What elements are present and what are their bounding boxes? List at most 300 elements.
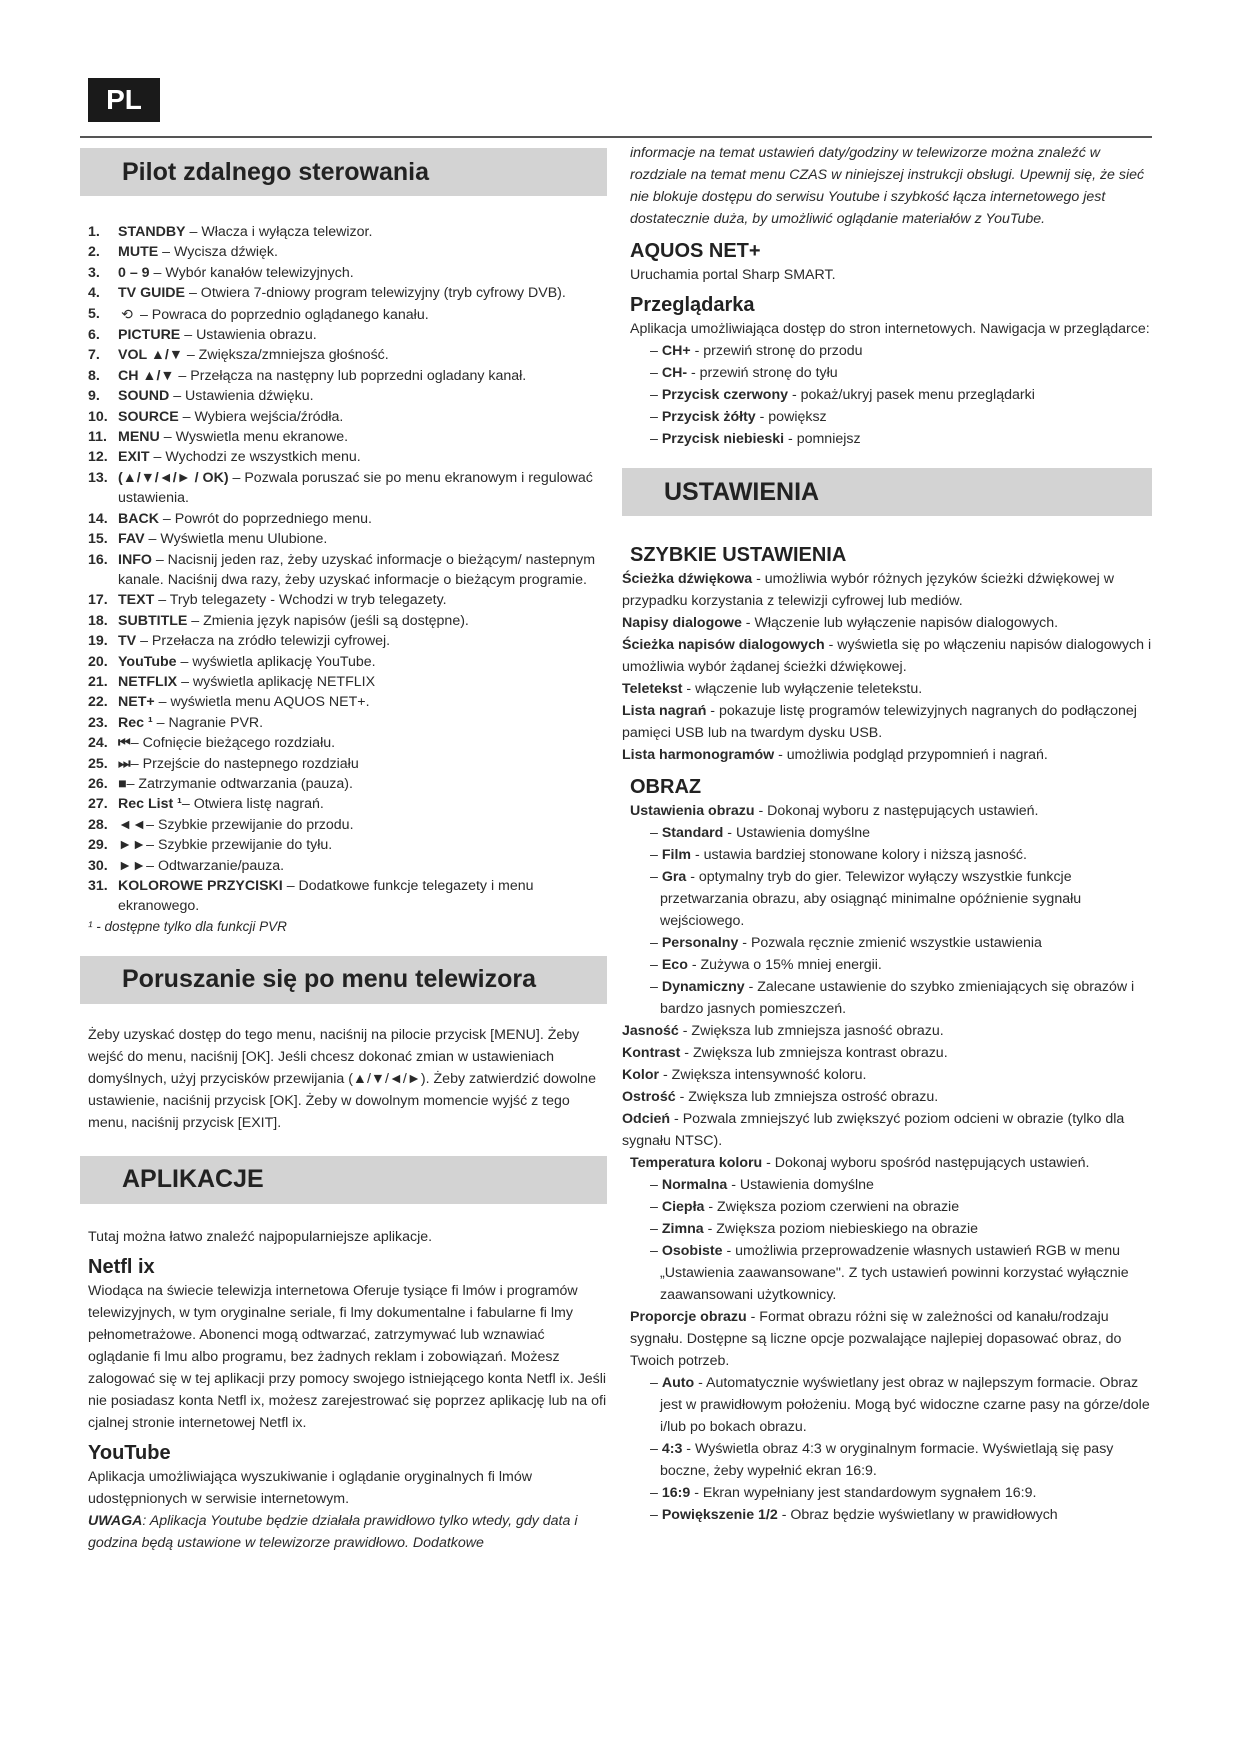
remote-item-number: 8. (88, 367, 100, 384)
quick-setting-item-text: - pokazuje listę programów telewizyjnych nagranych do podłączonej pamięci USB lub na twardym dysku USB. (622, 703, 1137, 741)
color-temp-item (650, 1196, 1152, 1218)
color-temp-item (650, 1174, 1152, 1196)
remote-item-sep: – (149, 449, 166, 466)
remote-item-body (118, 222, 607, 242)
color-temp-item-key: Normalna (661, 1177, 728, 1193)
color-temp-item-text: - Zwiększa poziom czerwieni na obrazie (704, 1199, 960, 1215)
remote-item (88, 263, 607, 283)
remote-item-body (118, 774, 607, 794)
remote-item-sep: – (146, 857, 158, 874)
aspect-item-key: Auto (661, 1375, 695, 1391)
quick-settings-heading: SZYBKIE USTAWIENIA (630, 544, 847, 566)
picture-mode-item-key: Eco (661, 957, 688, 973)
remote-item-number: 6. (88, 327, 100, 344)
remote-item-key: STANDBY (118, 224, 186, 240)
browser-key-item-key: Przycisk czerwony (661, 387, 789, 403)
color-temp-label: Temperatura koloru (630, 1155, 763, 1171)
browser-key-item (650, 406, 1152, 428)
color-temp-item-key: Ciepła (661, 1199, 705, 1215)
aquos-heading: AQUOS NET+ (630, 240, 761, 262)
remote-item-key: VOL ▲/▼ (118, 347, 183, 364)
aspect-row (630, 1306, 1152, 1372)
browser-key-item-text: - przewiń stronę do przodu (690, 343, 863, 359)
remote-item-sep: – (185, 285, 201, 302)
remote-item-sep: – (136, 633, 152, 650)
remote-item-key: Rec List ¹ (118, 796, 182, 813)
remote-item-text: Wyświetla menu Ulubione. (160, 531, 328, 548)
remote-item-sep: – (154, 694, 171, 711)
remote-item-sep: – (152, 714, 169, 731)
picture-heading: OBRAZ (630, 776, 702, 798)
remote-items-list (88, 222, 607, 917)
remote-item-text: Ustawienia obrazu. (196, 327, 317, 344)
picture-mode-item-key: Personalny (661, 935, 739, 951)
picture-param-item-key: Kolor (622, 1067, 660, 1083)
remote-item-number: 16. (88, 551, 108, 568)
remote-item-number: 12. (88, 449, 108, 466)
quick-setting-item (622, 678, 1152, 700)
picture-modes-list (650, 822, 1152, 1020)
remote-item (88, 692, 607, 712)
return-icon: ⟲ (121, 305, 133, 322)
remote-item-text: Pozwala poruszać sie po menu ekranowym i regulować ustawienia. (118, 469, 593, 507)
remote-item-key: Rec ¹ (118, 714, 153, 731)
quick-setting-item-key: Teletekst (622, 681, 683, 697)
picture-mode-item-text: - Zużywa o 15% mniej energii. (687, 957, 882, 973)
remote-item (88, 345, 607, 365)
color-temp-row (630, 1152, 1152, 1174)
picture-param-item (622, 1042, 1152, 1064)
picture-param-item-text: - Zwiększa intensywność koloru. (659, 1067, 867, 1083)
remote-item (88, 754, 607, 774)
remote-item-body (118, 304, 607, 325)
aspect-item (650, 1438, 1152, 1482)
remote-item-text: Nagranie PVR. (168, 714, 264, 731)
remote-item-body (118, 652, 607, 672)
remote-item-key: ►► (118, 857, 147, 874)
picture-param-item (622, 1108, 1152, 1152)
color-temp-list (650, 1174, 1152, 1306)
browser-key-item-key: Przycisk niebieski (661, 431, 785, 447)
remote-item-sep: – (149, 264, 166, 281)
browser-key-item (650, 340, 1152, 362)
quick-setting-item-text: - Włączenie lub wyłączenie napisów dialogowych. (741, 615, 1059, 631)
remote-item (88, 529, 607, 549)
remote-item-number: 11. (88, 429, 107, 446)
browser-key-item-text: - pomniejsz (784, 431, 861, 447)
picture-mode-row (630, 800, 1152, 822)
remote-item-number: 22. (88, 694, 108, 711)
quick-setting-item-key: Napisy dialogowe (622, 615, 742, 631)
remote-item-key: SOUND (118, 388, 170, 405)
remote-item-sep: – (228, 469, 245, 486)
picture-mode-item-key: Standard (661, 825, 724, 841)
remote-item-sep: – (181, 796, 194, 813)
quick-setting-item-key: Lista harmonogramów (622, 747, 775, 763)
color-temp-item-key: Zimna (661, 1221, 704, 1237)
remote-item-body (118, 754, 607, 774)
picture-mode-item-text: - ustawia bardziej stonowane kolory i niższą jasność. (691, 847, 1027, 863)
remote-item-text: Przejście do nastepnego rozdziału (142, 755, 359, 772)
remote-item-text: Zmienia język napisów (jeśli są dostępne). (203, 612, 469, 629)
remote-item-text: Cofnięcie bieżącego rozdziału. (142, 735, 336, 752)
remote-item-number: 26. (88, 775, 108, 792)
language-badge: PL (88, 78, 160, 122)
remote-item-number: 10. (88, 408, 108, 425)
apps-section-title: APLIKACJE (80, 1156, 607, 1204)
browser-key-item-text: - powiększ (755, 409, 827, 425)
remote-item-text: Zatrzymanie odtwarzania (pauza). (138, 775, 353, 792)
remote-item-key: ◄◄ (118, 816, 147, 833)
remote-item (88, 733, 607, 753)
remote-item-key: MUTE (118, 244, 159, 261)
remote-item-sep: – (151, 551, 168, 568)
remote-item-text: Wycisza dźwięk. (173, 244, 278, 261)
remote-item-sep: – (187, 612, 204, 629)
remote-item-body (118, 345, 607, 365)
remote-item-number: 1. (88, 224, 100, 240)
remote-item-body (118, 283, 607, 303)
aspect-item-text: - Obraz będzie wyświetlany w prawidłowych (777, 1507, 1058, 1523)
youtube-warning (88, 1510, 607, 1554)
remote-item-body (118, 835, 607, 855)
aspect-item-key: 16:9 (661, 1485, 691, 1501)
remote-item-text: Szybkie przewijanie do przodu. (157, 816, 354, 833)
picture-mode-item-key: Gra (661, 869, 687, 885)
quick-setting-item-text: - włączenie lub wyłączenie teletekstu. (682, 681, 923, 697)
picture-params-list (622, 1020, 1152, 1152)
remote-item-key: PICTURE (118, 327, 181, 344)
remote-item-body (118, 263, 607, 283)
remote-item-number: 5. (88, 305, 100, 322)
remote-item-sep: – (282, 878, 299, 894)
remote-item-body (118, 876, 607, 917)
picture-param-item (622, 1086, 1152, 1108)
remote-item-sep: – (154, 592, 170, 609)
browser-key-item-text: - pokaż/ukryj pasek menu przeglądarki (788, 387, 1035, 403)
remote-item-key: (▲/▼/◄/► / OK) (118, 469, 229, 486)
remote-item-sep: – (146, 816, 158, 833)
picture-mode-item-text: - Zalecane ustawienie do szybko zmieniających się obrazów i bardzo jasnych pomieszczeń. (660, 979, 1135, 1017)
aspect-label: Proporcje obrazu (630, 1309, 747, 1325)
color-temp-item-key: Osobiste (661, 1243, 723, 1259)
color-temp-text: - Dokonaj wyboru spośród następujących ustawień. (762, 1155, 1090, 1171)
netflix-text: Wiodąca na świecie telewizja internetowa Oferuje tysiące fi lmów i programów telewizyjnych, w tym oryginalne seriale, fi lmy dokumentalne i fabularne fi lmy pełnometrażowe. Abonenci mogą odtwarzać, zatrzymywać lub wznawiać oglądanie fi lmu albo programu, bez żadnych reklam i zobowiązań. Możesz zalogować się w tej aplikacji przy pomocy swojego istniejącego konta Netfl ix. Jeśli nie posiadasz konta Netfl ix, możesz zarejestrować się poprzez aplikację lub na ofi cjalnej stronie internetowej Netfl ix. (88, 1282, 607, 1431)
picture-param-item-text: - Zwiększa lub zmniejsza kontrast obrazu. (680, 1045, 948, 1061)
remote-item-number: 13. (88, 469, 108, 486)
remote-item (88, 427, 607, 447)
remote-item (88, 774, 607, 794)
remote-item-number: 7. (88, 347, 100, 364)
picture-mode-item (650, 844, 1152, 866)
remote-item-body (118, 509, 607, 529)
remote-item-body (118, 242, 607, 262)
quick-settings-list (622, 568, 1152, 766)
remote-item-key: BACK (118, 510, 159, 527)
remote-item-text: Szybkie przewijanie do tyłu. (157, 837, 333, 854)
remote-item (88, 590, 607, 610)
remote-item-number: 3. (88, 264, 100, 281)
netflix-heading: Netfl ix (88, 1255, 155, 1278)
color-temp-item (650, 1240, 1152, 1306)
remote-item-text: Zwiększa/zmniejsza głośność. (198, 347, 389, 364)
aspect-item (650, 1482, 1152, 1504)
remote-item-body (118, 366, 607, 386)
remote-item-text: Odtwarzanie/pauza. (157, 857, 285, 874)
remote-item-text: Wybiera wejścia/źródła. (194, 408, 344, 425)
aspect-item-text: - Wyświetla obraz 4:3 w oryginalnym formacie. Wyświetlają się pasy boczne, żeby wypełnić ekran 16:9. (660, 1441, 1114, 1479)
remote-item-number: 23. (88, 714, 108, 731)
picture-mode-item (650, 866, 1152, 932)
remote-item-body (118, 468, 607, 509)
remote-item-number: 29. (88, 837, 108, 854)
aspect-item (650, 1372, 1152, 1438)
picture-mode-text: - Dokonaj wyboru z następujących ustawień. (754, 803, 1039, 819)
picture-mode-item (650, 976, 1152, 1020)
remote-item-number: 25. (88, 755, 108, 772)
remote-item-body (118, 692, 607, 712)
remote-item (88, 386, 607, 406)
remote-item-sep: – (185, 224, 202, 240)
remote-item (88, 304, 607, 325)
color-temp-item-text: - Zwiększa poziom niebieskiego na obrazie (703, 1221, 979, 1237)
aspect-item-key: 4:3 (661, 1441, 683, 1457)
remote-item-number: 30. (88, 857, 108, 874)
remote-item-key: ⏮ (118, 735, 131, 752)
remote-item-sep: – (130, 735, 143, 752)
picture-mode-item-key: Film (661, 847, 692, 863)
picture-mode-item (650, 954, 1152, 976)
picture-mode-item (650, 932, 1152, 954)
picture-mode-label: Ustawienia obrazu (630, 803, 755, 819)
remote-item-text: Przełącza na następny lub poprzedni ogladany kanał. (190, 367, 527, 384)
warning-label: UWAGA (88, 1512, 143, 1529)
color-temp-item-text: - Ustawienia domyślne (727, 1177, 874, 1193)
quick-setting-item-text: - wyświetla się po włączeniu napisów dialogowych i umożliwia wybór żądanej ścieżki dźwiękowej. (622, 637, 1152, 675)
remote-item (88, 468, 607, 509)
picture-mode-item-key: Dynamiczny (661, 979, 745, 995)
quick-setting-item (622, 568, 1152, 612)
remote-item (88, 672, 607, 692)
remote-section-title: Pilot zdalnego sterowania (80, 148, 607, 196)
remote-item (88, 325, 607, 345)
remote-item-body (118, 386, 607, 406)
remote-item-key: NET+ (118, 694, 155, 711)
remote-item-sep: – (126, 775, 139, 792)
remote-item-key: ⏭ (118, 755, 131, 772)
remote-item-body (118, 590, 607, 610)
quick-setting-item-key: Ścieżka napisów dialogowych (622, 637, 825, 653)
remote-item (88, 631, 607, 651)
header-rule (80, 136, 1152, 138)
remote-item-number: 18. (88, 612, 108, 629)
aquos-text: Uruchamia portal Sharp SMART. (630, 267, 836, 283)
remote-item-body (118, 325, 607, 345)
remote-item-sep: – (158, 510, 175, 527)
remote-item-body (118, 733, 607, 753)
aspect-item-key: Powiększenie 1/2 (661, 1507, 778, 1523)
picture-param-item-text: - Zwiększa lub zmniejsza ostrość obrazu. (675, 1089, 939, 1105)
remote-item-number: 17. (88, 592, 108, 609)
remote-item-text: Ustawienia dźwięku. (185, 388, 314, 405)
remote-item-key: TV GUIDE (118, 285, 186, 302)
remote-item-text: Przełacza na zródło telewizji cyfrowej. (151, 633, 391, 650)
remote-item-key: MENU (118, 429, 160, 446)
remote-item-text: Powrót do poprzedniego menu. (174, 510, 372, 527)
remote-item-key: FAV (118, 531, 145, 548)
pvr-footnote: ¹ - dostępne tylko dla funkcji PVR (88, 918, 287, 934)
remote-item-number: 28. (88, 816, 108, 833)
remote-item (88, 856, 607, 876)
remote-item-body (118, 407, 607, 427)
remote-item-key: TV (118, 633, 137, 650)
quick-setting-item-key: Lista nagrań (622, 703, 707, 719)
remote-item-sep: – (182, 347, 199, 364)
remote-item-text: Otwiera listę nagrań. (193, 796, 324, 813)
navigation-text: Żeby uzyskać dostęp do tego menu, naciśnij na pilocie przycisk [MENU]. Żeby wejść do menu, naciśnij [OK]. Jeśli chcesz dokonać zmian w ustawieniach domyślnych, użyj przycisków przewijania (▲/▼/◄/►). Żeby zatwierdzić dowolne ustawienie, naciśnij przycisk [OK]. Żeby w dowolnym momencie wyjść z tego menu, naciśnij przycisk [EXIT]. (88, 1026, 596, 1131)
quick-setting-item (622, 612, 1152, 634)
remote-item-body (118, 427, 607, 447)
browser-key-item (650, 428, 1152, 450)
remote-item-key: CH ▲/▼ (118, 367, 175, 384)
remote-item-body (118, 550, 607, 591)
remote-item-body (118, 611, 607, 631)
remote-item-body (118, 794, 607, 814)
aspect-item (650, 1504, 1152, 1526)
remote-item-body (118, 713, 607, 733)
remote-item-sep: – (169, 388, 186, 405)
aspect-item-text: - Ekran wypełniany jest standardowym sygnałem 16:9. (690, 1485, 1037, 1501)
left-column (80, 148, 607, 1554)
remote-item-sep: – (159, 429, 176, 446)
browser-key-item-key: Przycisk żółty (661, 409, 756, 425)
browser-key-item (650, 384, 1152, 406)
remote-item-key: INFO (118, 551, 152, 568)
remote-item (88, 815, 607, 835)
remote-item-number: 27. (88, 796, 108, 813)
aspect-list (650, 1372, 1152, 1526)
remote-item-sep: – (130, 755, 143, 772)
remote-item-text: Otwiera 7-dniowy program telewizyjny (tryb cyfrowy DVB). (200, 285, 566, 302)
remote-item-sep: – (176, 653, 193, 670)
remote-item-number: 20. (88, 653, 108, 670)
remote-item-key: SUBTITLE (118, 612, 188, 629)
remote-item-text: Powraca do poprzednio oglądanego kanału. (151, 306, 429, 323)
remote-item (88, 652, 607, 672)
remote-item-number: 15. (88, 531, 108, 548)
remote-item (88, 835, 607, 855)
picture-param-item-text: - Zwiększa lub zmniejsza jasność obrazu. (678, 1023, 944, 1039)
remote-item-text: Włacza i wyłącza telewizor. (201, 224, 373, 240)
remote-item-key: EXIT (118, 449, 150, 466)
quick-setting-item-text: - umożliwia wybór różnych języków ścieżki dźwiękowej w przypadku korzystania z telewizji cyfrowej lub mediów. (622, 571, 1115, 609)
remote-item-text: Wyswietla menu ekranowe. (175, 429, 349, 446)
picture-param-item-key: Odcień (622, 1111, 671, 1127)
remote-item-sep: – (174, 367, 191, 384)
remote-item (88, 550, 607, 591)
remote-item-text: Nacisnij jeden raz, żeby uzyskać informacje o bieżącym/ nastepnym kanale. Naciśnij dwa razy, żeby uzyskać informacje o bieżącym programie. (118, 551, 596, 588)
browser-heading: Przeglądarka (630, 294, 755, 316)
remote-item-sep: – (144, 531, 161, 548)
remote-item (88, 611, 607, 631)
right-column (622, 145, 1152, 1526)
remote-item-sep: – (158, 244, 174, 261)
remote-item-sep: – (177, 673, 193, 690)
remote-item (88, 794, 607, 814)
picture-param-item (622, 1020, 1152, 1042)
browser-key-item-key: CH+ (661, 343, 691, 359)
remote-item-number: 31. (88, 878, 108, 894)
remote-item-text: Dodatkowe funkcje telegazety i menu ekranowego. (118, 878, 534, 915)
navigation-section-title: Poruszanie się po menu telewizora (80, 956, 607, 1004)
remote-item-sep: – (146, 837, 158, 854)
remote-item-text: Wybór kanałów telewizyjnych. (165, 264, 354, 281)
picture-param-item (622, 1064, 1152, 1086)
remote-item-body (118, 447, 607, 467)
quick-setting-item-text: - umożliwia podgląd przypomnień i nagrań. (774, 747, 1048, 763)
remote-item-text: Tryb telegazety - Wchodzi w tryb telegazety. (169, 592, 447, 609)
remote-item-body (118, 672, 607, 692)
remote-item-sep: – (136, 306, 152, 323)
remote-item-body (118, 856, 607, 876)
youtube-warning-continued: informacje na temat ustawień daty/godziny w telewizorze można znaleźć w rozdziale na temat menu CZAS w niniejszej instrukcji obsługi. Upewnij się, że sieć nie blokuje dostępu do serwisu Youtube i szybkość łącza internetowego jest dostatecznie duża, by umożliwić oglądanie materiałów z YouTube. (630, 145, 1145, 227)
remote-item-sep: – (178, 408, 195, 425)
remote-item (88, 242, 607, 262)
warning-text: : Aplikacja Youtube będzie działała prawidłowo tylko wtedy, gdy data i godzina będą ustawione w telewizorze prawidłowo. Dodatkowe (88, 1512, 578, 1551)
remote-item-key: NETFLIX (118, 673, 178, 690)
picture-mode-item-text: - Pozwala ręcznie zmienić wszystkie ustawienia (738, 935, 1042, 951)
remote-item (88, 366, 607, 386)
remote-item-number: 24. (88, 735, 108, 752)
remote-item-body (118, 631, 607, 651)
remote-item-key: TEXT (118, 592, 155, 609)
browser-text: Aplikacja umożliwiająca dostęp do stron internetowych. Nawigacja w przeglądarce: (630, 321, 1150, 337)
remote-item-key: ■ (118, 775, 127, 792)
quick-setting-item (622, 700, 1152, 744)
remote-item-key: SOURCE (118, 408, 179, 425)
remote-item (88, 713, 607, 733)
browser-keys-list (650, 340, 1152, 450)
remote-item-sep: – (180, 327, 197, 344)
remote-item (88, 876, 607, 917)
remote-item (88, 447, 607, 467)
remote-item (88, 283, 607, 303)
youtube-text: Aplikacja umożliwiająca wyszukiwanie i oglądanie oryginalnych fi lmów udostępnionych w serwisie internetowym. (88, 1468, 532, 1507)
remote-item-body (118, 529, 607, 549)
picture-param-item-key: Ostrość (622, 1089, 676, 1105)
remote-item-number: 4. (88, 285, 100, 302)
remote-item (88, 509, 607, 529)
remote-item-key: ►► (118, 837, 147, 854)
picture-mode-item-text: - Ustawienia domyślne (723, 825, 871, 841)
remote-item-number: 2. (88, 244, 100, 261)
picture-param-item-key: Jasność (622, 1023, 679, 1039)
remote-item (88, 407, 607, 427)
apps-intro: Tutaj można łatwo znaleźć najpopularniejsze aplikacje. (88, 1228, 433, 1245)
remote-item-number: 14. (88, 510, 108, 527)
remote-item-key: 0 – 9 (118, 264, 150, 281)
aspect-item-text: - Automatycznie wyświetlany jest obraz w najlepszym formacie. Obraz jest w prawidłowym położeniu. Mogą być widoczne czarne pasy na górze/dole i/lub po bokach obrazu. (660, 1375, 1150, 1435)
youtube-heading: YouTube (88, 1441, 171, 1464)
picture-param-item-key: Kontrast (622, 1045, 681, 1061)
remote-item-text: wyświetla menu AQUOS NET+. (170, 694, 370, 711)
picture-mode-item-text: - optymalny tryb do gier. Telewizor wyłączy wszystkie funkcje przetwarzania obrazu, aby osiągnąć minimalne opóźnienie sygnału wejściowego. (660, 869, 1082, 929)
remote-item-body (118, 815, 607, 835)
color-temp-item (650, 1218, 1152, 1240)
picture-mode-item (650, 822, 1152, 844)
remote-item-text: wyświetla aplikację NETFLIX (192, 673, 376, 690)
settings-section-title: USTAWIENIA (622, 468, 1152, 516)
